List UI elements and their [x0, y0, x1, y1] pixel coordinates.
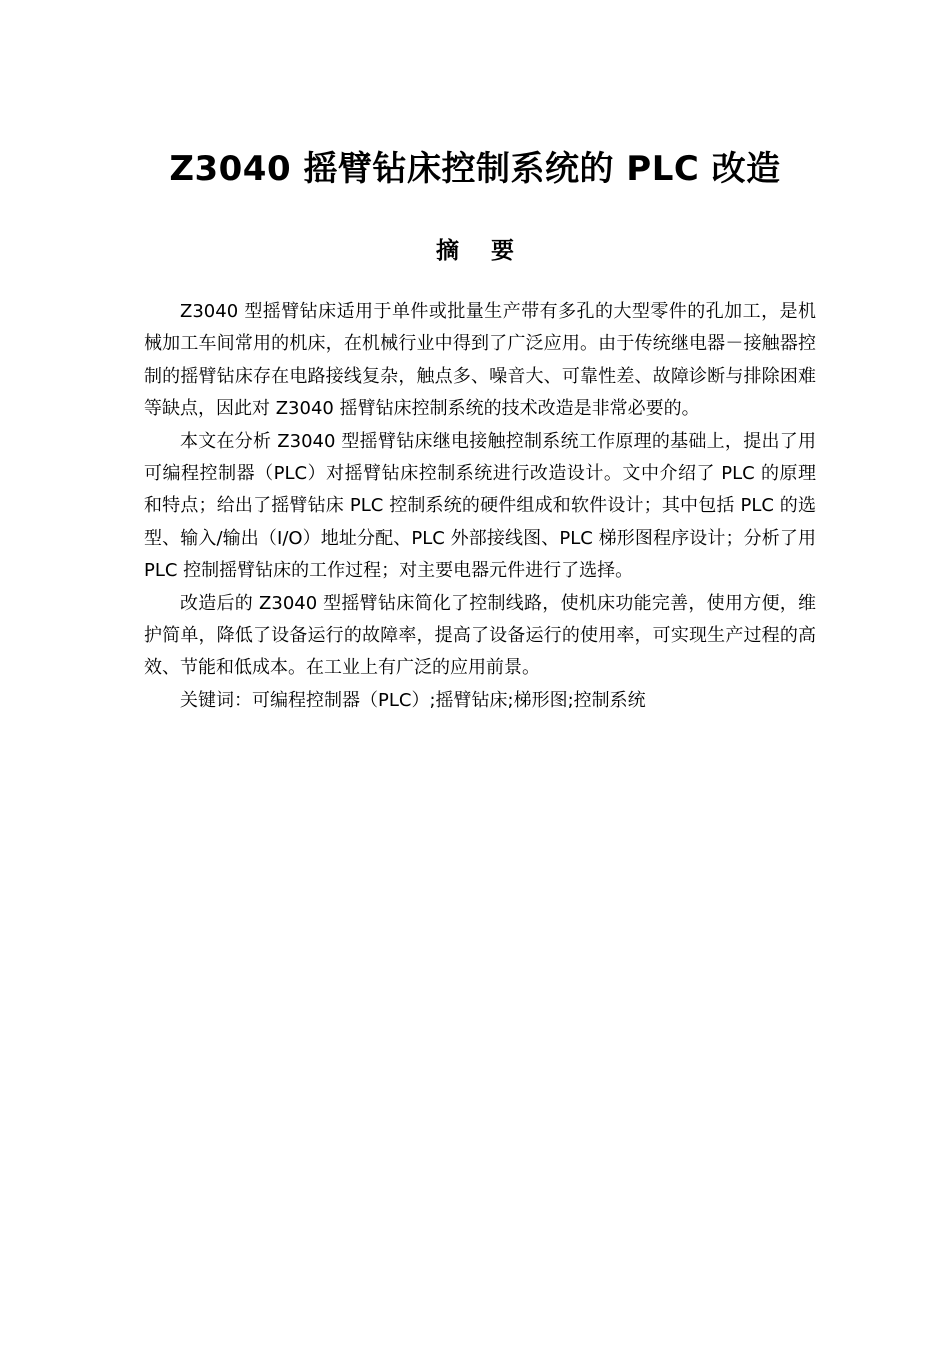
document-title: Z3040 摇臂钻床控制系统的 PLC 改造	[169, 149, 781, 189]
abstract-heading-second-char: 要	[491, 238, 514, 264]
abstract-heading-first-char: 摘	[436, 238, 459, 264]
abstract-paragraph: Z3040 型摇臂钻床适用于单件或批量生产带有多孔的大型零件的孔加工，是机械加工车间常用的机床，在机械行业中得到了广泛应用。由于传统继电器－接触器控制的摇臂钻床存在电路接线复杂，触点多、噪音大、可靠性差、故障诊断与排除困难等缺点，因此对 Z3040 摇臂钻床控制系统的技术改造是非常必要的。	[144, 301, 816, 420]
abstract-body	[144, 296, 816, 717]
abstract-heading	[0, 234, 950, 268]
abstract-paragraph: 改造后的 Z3040 型摇臂钻床简化了控制线路，使机床功能完善，使用方便，维护简单，降低了设备运行的故障率，提高了设备运行的使用率，可实现生产过程的高效、节能和低成本。在工业上有广泛的应用前景。	[144, 592, 816, 679]
abstract-paragraph: 本文在分析 Z3040 型摇臂钻床继电接触控制系统工作原理的基础上，提出了用可编程控制器（PLC）对摇臂钻床控制系统进行改造设计。文中介绍了 PLC 的原理和特点；给出了摇臂钻床 PLC 控制系统的硬件组成和软件设计；其中包括 PLC 的选型、输入/输出（I/O）地址分配、PLC 外部接线图、PLC 梯形图程序设计；分析了用 PLC 控制摇臂钻床的工作过程；对主要电器元件进行了选择。	[144, 430, 816, 582]
keywords-line: 关键词：可编程控制器（PLC）;摇臂钻床;梯形图;控制系统	[180, 689, 646, 711]
